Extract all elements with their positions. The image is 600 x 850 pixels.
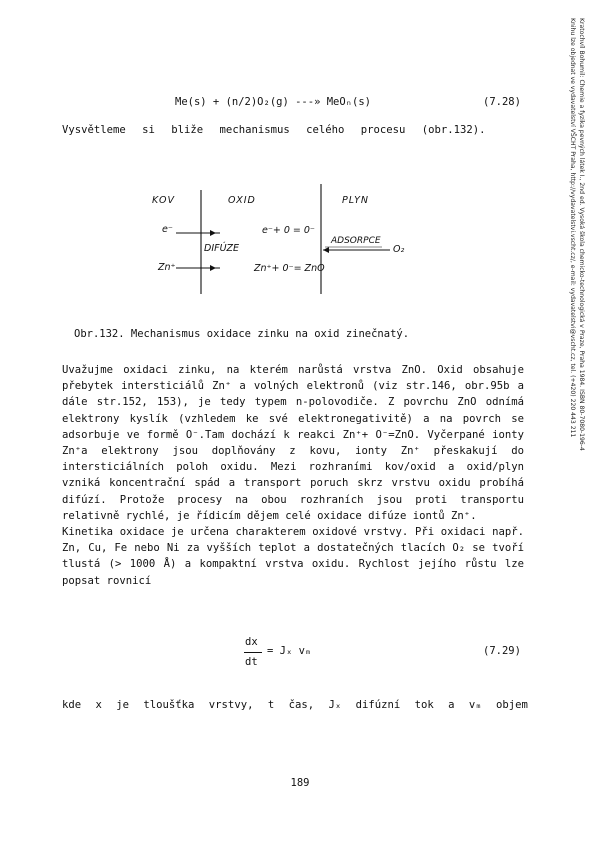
figure-caption: Obr.132. Mechanismus oxidace zinku na oxid zinečnatý. bbox=[74, 328, 410, 340]
label-plyn: PLYN bbox=[342, 195, 370, 206]
citation-line-1: Kratochvíl Bohumil: Chemie a fyzika pevných látek I., 2nd ed. Vysoká škola chemicko-technologická v Praze, Praha 1984. ISBN 80-7080-196-4 bbox=[578, 18, 585, 451]
mechanism-diagram bbox=[140, 182, 420, 312]
side-citation bbox=[528, 18, 588, 578]
last-line: kde x je tloušťka vrstvy, t čas, Jₓ difúzní tok a vₘ objem bbox=[62, 699, 528, 711]
reaction-zno: Zn⁺+ 0⁻= ZnO bbox=[254, 263, 325, 274]
label-adsorpce: ADSORPCE bbox=[331, 236, 381, 246]
citation-line-2: Knihu lze objednat ve vydavatelství VŠCHT Praha, http://vydavatelstvi.vscht.cz/, e-mail: vydavatelstvi@vscht.cz, tel. (+420) 220 443 211 bbox=[569, 18, 576, 438]
reaction-electron-oxygen: e⁻+ 0 = 0⁻ bbox=[262, 225, 315, 236]
equation-7-28-number: (7.28) bbox=[483, 96, 521, 108]
eq-7-29-number: (7.29) bbox=[483, 645, 521, 657]
equation-7-28: Me(s) + (n/2)O₂(g) ---» MeOₙ(s) bbox=[175, 96, 371, 108]
paragraph-zinc-oxidation: Uvažujme oxidaci zinku, na kterém narůstá vrstva ZnO. Oxid obsahuje přebytek intersticiálů Zn⁺ a volných elektronů (viz str.146, obr.95b a dále str.152, 153), je tedy typem n-polovodiče. Z povrchu ZnO odnímá elektrony kyslík (vzhledem ke své elektronegativitě) a na povrch se adsorbuje ve formě O⁻.Tam dochází k reakci Zn⁺+ O⁻=ZnO. Vyčerpané ionty Zn⁺a elektrony jsou doplňovány z kovu, ionty Zn⁺ přeskakují do intersticiálních poloh oxidu. Mezi rozhraními kov/oxid a oxid/plyn vzniká koncentrační spád a transport poruch skrz vrstvu oxidu probíhá difúzí. Protože procesy na obou rozhraních jsou proti transportu relativně rychlé, je řídicím dějem celé oxidace difúze iontů Zn⁺. bbox=[62, 364, 524, 522]
label-oxid: OXID bbox=[228, 195, 256, 206]
label-difuze: DIFÚZE bbox=[204, 243, 240, 254]
body-text bbox=[62, 362, 524, 589]
eq-7-29-numerator: dx bbox=[245, 636, 258, 648]
label-zn-ion: Zn⁺ bbox=[158, 262, 176, 273]
paragraph-kinetics: Kinetika oxidace je určena charakterem oxidové vrstvy. Při oxidaci např. Zn, Cu, Fe nebo Ni za vyšších teplot a dostatečných tlacích O₂ se tvoří tlustá (> 1000 Å) a kompaktní vrstva oxidu. Rychlost jejího růstu lze popsat rovnicí bbox=[62, 526, 524, 587]
label-kov: KOV bbox=[152, 195, 175, 206]
diagram-lines bbox=[140, 182, 420, 312]
eq-7-29-rhs: = Jₓ vₘ bbox=[267, 645, 312, 657]
fraction-bar bbox=[244, 652, 262, 653]
label-electron: e⁻ bbox=[162, 224, 173, 235]
page-number: 189 bbox=[290, 777, 310, 789]
intro-line: Vysvětleme si bliže mechanismus celého procesu (obr.132). bbox=[62, 124, 486, 136]
label-o2: O₂ bbox=[393, 244, 405, 255]
eq-7-29-denominator: dt bbox=[245, 656, 258, 668]
